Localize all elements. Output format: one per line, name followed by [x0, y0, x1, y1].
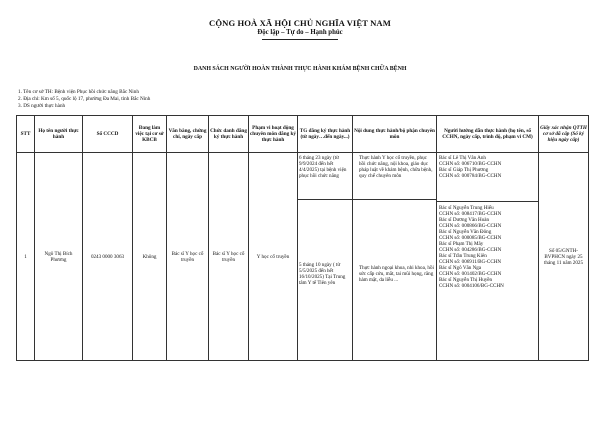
guide-line: Bác sĩ Ngô Văn Nga: [439, 265, 482, 271]
facility-name-line: 1. Tên cơ sở TH: Bệnh viện Phục hồi chức năng Bắc Ninh: [18, 89, 139, 95]
guide-line: Bác sĩ Dương Văn Hoàn: [439, 217, 490, 223]
time-period-2: 5 tháng 10 ngày ( từ 5/5/2025 đến hết 16/10/2025) Tại Trung tâm Y tế Tiên yên: [299, 262, 346, 286]
cell-name: Ngô Thị Bích Phương: [35, 153, 83, 361]
table-row: [17, 153, 589, 361]
header-guide: Người hướng dẫn thực hành (họ tên, số CCHN, ngày cấp, trình độ, phạm vi CM): [437, 116, 539, 153]
guide-line: CCHN số: 006710/BG-CCHN: [439, 161, 502, 167]
guide-group-1: [437, 153, 538, 197]
header-name: Họ tên người thực hành: [35, 116, 83, 153]
guide-line: Bác sĩ Nguyễn Văn Đông: [439, 229, 492, 235]
guide-line: CCHN số: 000784/BG-CCHN: [439, 173, 502, 179]
cell-time: [298, 153, 353, 361]
header-content: Nội dung thực hành/bộ phận chuyên môn: [353, 116, 437, 153]
guide-line: CCHN số: 004286/BG-CCHN: [439, 247, 502, 253]
guide-line: CCHN số: 008417/BG-CCHN: [439, 211, 502, 217]
cell-certificate: Số 05/GNTH-BVPHCN ngày 25 tháng 11 năm 2025: [539, 153, 589, 361]
guide-line: Bác sĩ Nguyễn Trung Hiếu: [439, 205, 494, 211]
motto-underline: [262, 39, 338, 40]
cell-stt: 1: [17, 153, 35, 361]
guide-line: CCHN số: 006911/BG-CCHN: [439, 259, 502, 265]
guide-line: CCHN số: 000866/BG-CCHN: [439, 223, 502, 229]
guide-line: CCHN số: 001402/BG-CCHN: [439, 271, 502, 277]
content-part-2: Thực hành ngoại khoa, nhi khoa, hồi sức cấp cứu, mắt, tai mũi họng, răng hàm mặt, da liễu ...: [359, 265, 434, 283]
header-stt: STT: [17, 116, 35, 153]
header-certificate: Giấy xác nhận QTTH cơ sở đã cấp (Số ký hiệu ngày cấp): [539, 116, 589, 153]
practitioner-list-label: 3. DS người thực hành: [18, 103, 66, 109]
guide-line: Bác sĩ Phạm Thị Mây: [439, 241, 484, 247]
cell-title: Bác sĩ Y học cổ truyền: [209, 153, 249, 361]
header-degree: Văn bằng, chứng chỉ, ngày cấp: [167, 116, 209, 153]
guide-line: Bác sĩ Giáp Thị Phương: [439, 167, 489, 173]
header-workplace: Đang làm việc tại cơ sở KBCB: [133, 116, 167, 153]
practitioner-table: [16, 115, 589, 361]
guide-group-2: [437, 202, 538, 289]
guide-line: Bác sĩ Nguyễn Thị Huyền: [439, 277, 493, 283]
header-title: Chức danh đăng ký thực hành: [209, 116, 249, 153]
cell-workplace: Không: [133, 153, 167, 361]
guide-line: CCHN số: 0004106/BG-CCHN: [439, 283, 504, 289]
content-part-2-wrap: [353, 200, 436, 348]
header-cccd: Số CCCD: [83, 116, 133, 153]
guide-line: Bác sĩ Lê Thị Vân Anh: [439, 155, 486, 161]
table-header-row: [17, 116, 589, 153]
facility-address-line: 2. Địa chỉ: Km số 5, quốc lộ 17, phường Đa Mai, tỉnh Bắc Ninh: [18, 96, 151, 102]
guide-line: Bác sĩ Trần Trung Kiên: [439, 253, 487, 259]
national-motto: Độc lập – Tự do – Hạnh phúc: [257, 29, 343, 36]
guide-line: CCHN số: 000085/BG-CCHN: [439, 235, 502, 241]
cell-degree: Bác sĩ Y học cổ truyền: [167, 153, 209, 361]
cell-cccd: 0243 0000 3063: [83, 153, 133, 361]
national-title: CỘNG HOÀ XÃ HỘI CHỦ NGHĨA VIỆT NAM: [209, 18, 391, 28]
time-period-2-wrap: [298, 200, 352, 348]
document-title: DANH SÁCH NGƯỜI HOÀN THÀNH THỰC HÀNH KHÁM BỆNH CHỮA BỆNH: [193, 66, 407, 72]
content-part-1: Thực hành Y học cổ truyền, phục hồi chức năng, nội khoa, giáo dục pháp luật về khám bệnh, chữa bệnh, quy chế chuyên môn: [359, 155, 433, 179]
time-period-1: 6 tháng 23 ngày (từ 9/9/2024 đến hết 4/4/2025) tại bệnh viện phục hồi chức năng: [299, 155, 347, 179]
cell-scope: Y học cổ truyền: [249, 153, 298, 361]
cell-guide: [437, 153, 539, 361]
header-time: TG đăng ký thực hành (từ ngày…đến ngày...): [298, 116, 353, 153]
header-scope: Phạm vi hoạt động chuyên môn đăng ký thực hành: [249, 116, 298, 153]
cell-content: [353, 153, 437, 361]
